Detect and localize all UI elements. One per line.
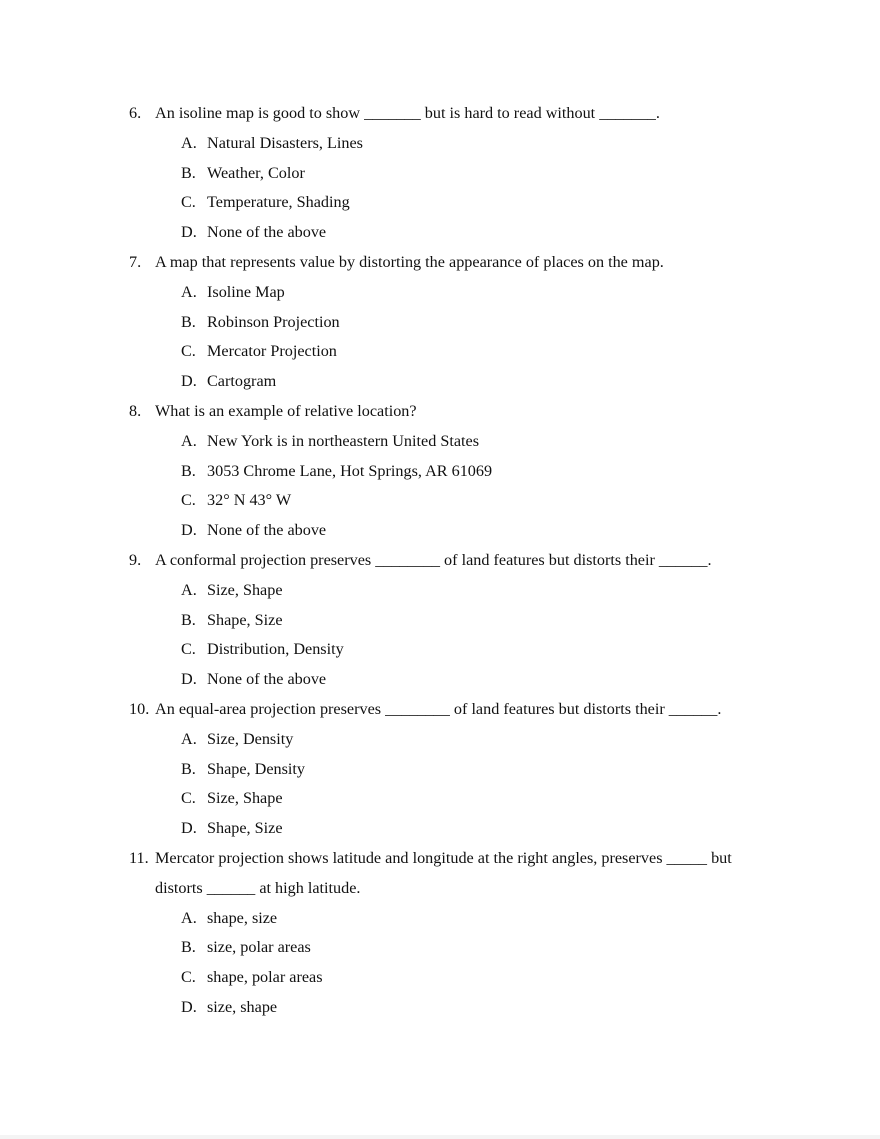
option-c — [0, 963, 880, 993]
option-b — [0, 933, 880, 963]
option-letter: C. — [181, 193, 196, 212]
option-d — [0, 814, 880, 844]
question-text: Mercator projection shows latitude and longitude at the right angles, preserves _____ but — [155, 848, 732, 867]
option-text: Shape, Size — [207, 610, 283, 629]
question-8 — [0, 397, 880, 546]
option-text: Isoline Map — [207, 282, 285, 301]
question-11 — [0, 844, 880, 1023]
question-line — [0, 248, 880, 278]
option-letter: B. — [181, 759, 196, 778]
question-number: 9. — [129, 550, 142, 569]
option-a — [0, 576, 880, 606]
option-d — [0, 516, 880, 546]
option-letter: D. — [181, 521, 197, 540]
option-b — [0, 308, 880, 338]
question-line — [0, 397, 880, 427]
option-b — [0, 159, 880, 189]
option-text: size, shape — [207, 997, 278, 1016]
question-10 — [0, 695, 880, 844]
option-text: size, polar areas — [207, 938, 311, 957]
option-c — [0, 486, 880, 516]
option-d — [0, 218, 880, 248]
option-text: Natural Disasters, Lines — [207, 133, 363, 152]
question-9 — [0, 546, 880, 695]
option-text: New York is in northeastern United States — [207, 431, 480, 450]
option-letter: B. — [181, 163, 196, 182]
option-c — [0, 188, 880, 218]
option-letter: C. — [181, 491, 196, 510]
question-line-continued — [0, 874, 880, 904]
option-text: Temperature, Shading — [207, 193, 350, 212]
option-c — [0, 635, 880, 665]
option-text: 3053 Chrome Lane, Hot Springs, AR 61069 — [207, 461, 493, 480]
option-letter: A. — [181, 729, 197, 748]
option-letter: B. — [181, 938, 196, 957]
option-text: Weather, Color — [207, 163, 305, 182]
question-number: 7. — [129, 252, 142, 271]
option-c — [0, 337, 880, 367]
question-line — [0, 844, 880, 874]
option-a — [0, 129, 880, 159]
option-text: Robinson Projection — [207, 312, 340, 331]
question-text: distorts ______ at high latitude. — [155, 878, 361, 897]
option-letter: B. — [181, 312, 196, 331]
option-a — [0, 278, 880, 308]
quiz-page — [0, 99, 880, 1023]
question-text: An isoline map is good to show _______ but is hard to read without _______. — [155, 104, 660, 122]
question-number: 8. — [129, 401, 142, 420]
option-text: Size, Shape — [207, 580, 283, 599]
option-text: shape, polar areas — [207, 968, 323, 987]
option-text: Distribution, Density — [207, 640, 344, 659]
option-b — [0, 755, 880, 785]
page-bottom-edge — [0, 1135, 880, 1139]
option-a — [0, 904, 880, 934]
option-letter: D. — [181, 997, 197, 1016]
question-text: An equal-area projection preserves ________ of land features but distorts their ______. — [155, 699, 722, 718]
question-7 — [0, 248, 880, 397]
option-text: Mercator Projection — [207, 342, 337, 361]
option-text: None of the above — [207, 521, 327, 540]
option-text: Size, Shape — [207, 789, 283, 808]
option-letter: C. — [181, 342, 196, 361]
option-text: None of the above — [207, 223, 327, 242]
option-d — [0, 665, 880, 695]
question-line — [0, 695, 880, 725]
option-letter: A. — [181, 282, 197, 301]
option-text: Size, Density — [207, 729, 294, 748]
option-b — [0, 457, 880, 487]
question-text: What is an example of relative location? — [155, 401, 417, 420]
question-line — [0, 99, 880, 129]
question-text: A map that represents value by distorting the appearance of places on the map. — [155, 252, 664, 271]
option-text: Cartogram — [207, 372, 277, 391]
option-a — [0, 427, 880, 457]
option-letter: B. — [181, 610, 196, 629]
option-text: shape, size — [207, 908, 278, 927]
option-letter: C. — [181, 640, 196, 659]
option-letter: A. — [181, 580, 197, 599]
option-letter: C. — [181, 789, 196, 808]
option-d — [0, 367, 880, 397]
option-letter: D. — [181, 223, 197, 242]
question-text: A conformal projection preserves ________ of land features but distorts their ______. — [155, 550, 712, 569]
option-letter: D. — [181, 670, 197, 689]
option-text: Shape, Density — [207, 759, 306, 778]
option-letter: A. — [181, 908, 197, 927]
option-letter: A. — [181, 133, 197, 152]
option-d — [0, 993, 880, 1023]
question-line — [0, 546, 880, 576]
question-number: 10. — [129, 699, 150, 718]
question-number: 6. — [129, 104, 142, 122]
question-number: 11. — [129, 848, 149, 867]
option-c — [0, 784, 880, 814]
option-letter: A. — [181, 431, 197, 450]
option-text: 32° N 43° W — [207, 491, 292, 510]
option-text: Shape, Size — [207, 819, 283, 838]
option-b — [0, 606, 880, 636]
option-text: None of the above — [207, 670, 327, 689]
question-6 — [0, 99, 880, 248]
option-letter: C. — [181, 968, 196, 987]
option-a — [0, 725, 880, 755]
option-letter: B. — [181, 461, 196, 480]
option-letter: D. — [181, 372, 197, 391]
option-letter: D. — [181, 819, 197, 838]
